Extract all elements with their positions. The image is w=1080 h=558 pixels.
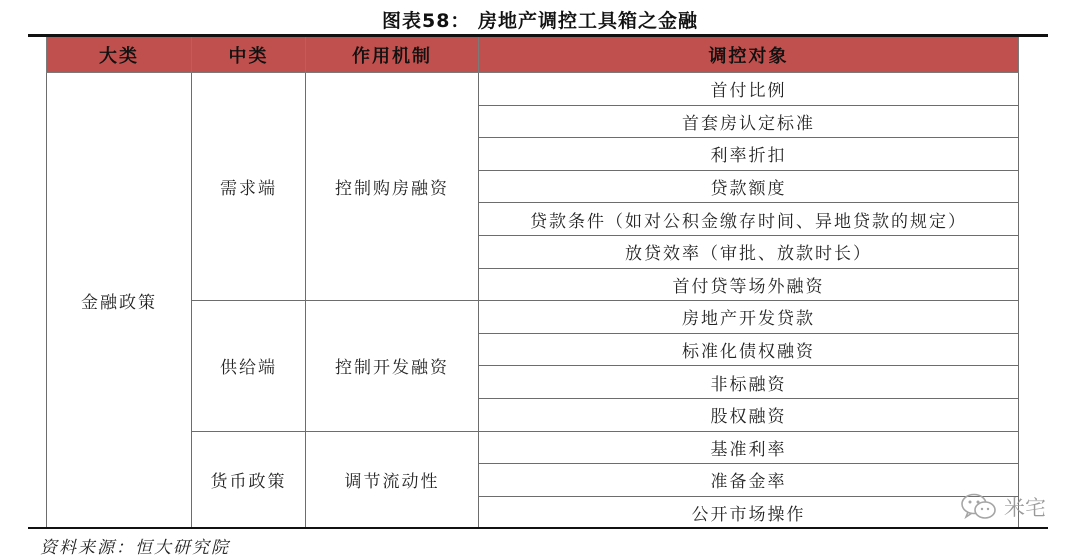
target-cell: 股权融资 (479, 398, 1019, 431)
target-cell: 首付贷等场外融资 (479, 268, 1019, 301)
target-cell: 标准化债权融资 (479, 333, 1019, 366)
header-row (47, 37, 1019, 73)
mechanism-cell: 控制开发融资 (306, 301, 479, 431)
header-target: 调控对象 (479, 37, 1019, 73)
target-cell: 非标融资 (479, 366, 1019, 399)
watermark-text: 米宅 (1004, 496, 1046, 520)
header-subcategory: 中类 (192, 37, 306, 73)
target-cell: 首付比例 (479, 73, 1019, 106)
mechanism-cell: 控制购房融资 (306, 73, 479, 301)
target-cell: 放贷效率（审批、放款时长） (479, 235, 1019, 268)
watermark (960, 492, 1046, 522)
table-row (47, 301, 1019, 334)
subcategory-cell: 需求端 (192, 73, 306, 301)
target-cell: 首套房认定标准 (479, 105, 1019, 138)
bottom-rule (28, 527, 1048, 529)
target-cell: 房地产开发贷款 (479, 301, 1019, 334)
target-cell: 基准利率 (479, 431, 1019, 464)
policy-table (46, 37, 1019, 529)
subcategory-cell: 货币政策 (192, 431, 306, 529)
table-title: 图表58： 房地产调控工具箱之金融 (381, 10, 699, 32)
header-category: 大类 (47, 37, 192, 73)
wechat-icon (960, 492, 998, 522)
subcategory-cell: 供给端 (192, 301, 306, 431)
target-cell: 准备金率 (479, 464, 1019, 497)
target-cell: 贷款条件（如对公积金缴存时间、异地贷款的规定） (479, 203, 1019, 236)
table-row (47, 73, 1019, 106)
mechanism-cell: 调节流动性 (306, 431, 479, 529)
target-cell: 公开市场操作 (479, 496, 1019, 529)
source-note: 资料来源：恒大研究院 (40, 538, 230, 558)
target-cell: 贷款额度 (479, 170, 1019, 203)
target-cell: 利率折扣 (479, 138, 1019, 171)
table-row (47, 431, 1019, 464)
category-cell: 金融政策 (47, 73, 192, 529)
header-mechanism: 作用机制 (306, 37, 479, 73)
